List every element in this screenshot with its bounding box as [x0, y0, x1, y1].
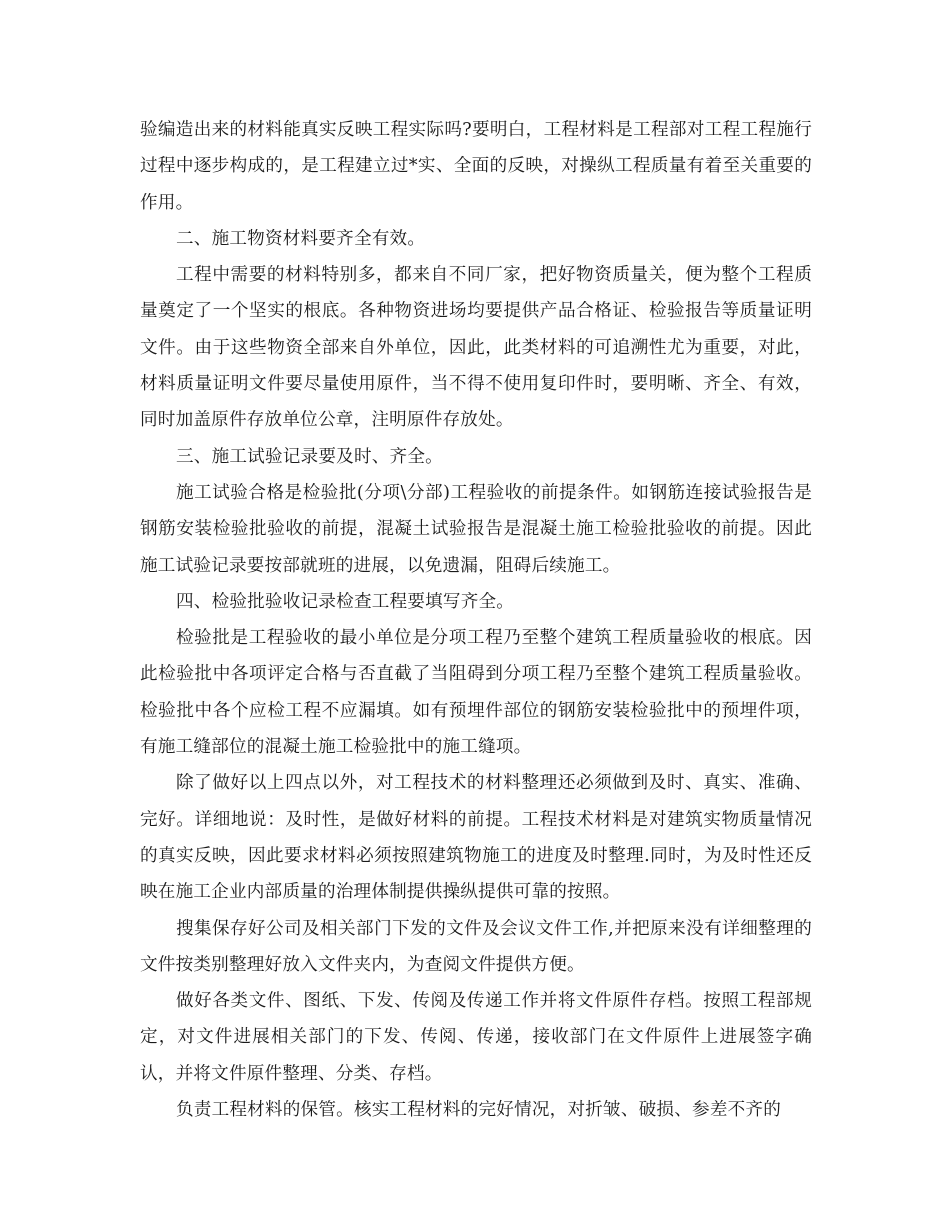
paragraph-test-records: 施工试验合格是检验批(分项\分部)工程验收的前提条件。如钢筋连接试验报告是钢筋安装检验批验收的前提，混凝土试验报告是混凝土施工检验批验收的前提。因此施工试验记录要按部就班的进展，以免遗漏，阻碍后续施工。 — [140, 482, 812, 576]
section-heading-inspection-lots: 四、检验批验收记录检查工程要填写齐全。 — [176, 591, 515, 612]
paragraph-inspection-lots: 检验批是工程验收的最小单位是分项工程乃至整个建筑工程质量验收的根底。因此检验批中各项评定合格与否直截了当阻碍到分项工程乃至整个建筑工程质量验收。检验批中各个应检工程不应漏填。如有预埋件部位的钢筋安装检验批中的预埋件项，有施工缝部位的混凝土施工检验批中的施工缝项。 — [140, 628, 812, 758]
paragraph-materials: 工程中需要的材料特别多，都来自不同厂家，把好物资质量关，便为整个工程质量奠定了一个坚实的根底。各种物资进场均要提供产品合格证、检验报告等质量证明文件。由于这些物资全部来自外单位，因此，此类材料的可追溯性尤为重要，对此，材料质量证明文件要尽量使用原件，当不得不使用复印件时，要明晰、齐全、有效，同时加盖原件存放单位公章，注明原件存放处。 — [140, 265, 812, 431]
paragraph-material-custody: 负责工程材料的保管。核实工程材料的完好情况，对折皱、破损、参差不齐的 — [176, 1100, 781, 1121]
section-heading-test-records: 三、施工试验记录要及时、齐全。 — [176, 446, 443, 467]
paragraph-timeliness: 除了做好以上四点以外，对工程技术的材料整理还必须做到及时、真实、准确、完好。详细地说：及时性，是做好材料的前提。工程技术材料是对建筑实物质量情况的真实反映，因此要求材料必须按照建筑物施工的进度及时整理.同时，为及时性还反映在施工企业内部质量的治理体制提供操纵提供可靠的按照。 — [140, 773, 812, 903]
paragraph-continuation: 验编造出来的材料能真实反映工程实际吗?要明白，工程材料是工程部对工程工程施行过程中逐步构成的，是工程建立过*实、全面的反映，对操纵工程质量有着至关重要的作用。 — [140, 120, 812, 213]
section-heading-materials: 二、施工物资材料要齐全有效。 — [176, 228, 426, 249]
document-page — [140, 112, 812, 1128]
paragraph-file-collection: 搜集保存好公司及相关部门下发的文件及会议文件工作,并把原来没有详细整理的文件按类别整理好放入文件夹内，为查阅文件提供方便。 — [140, 918, 812, 975]
paragraph-file-distribution: 做好各类文件、图纸、下发、传阅及传递工作并将文件原件存档。按照工程部规定，对文件进展相关部门的下发、传阅、传递，接收部门在文件原件上进展签字确认，并将文件原件整理、分类、存档。 — [140, 991, 812, 1084]
